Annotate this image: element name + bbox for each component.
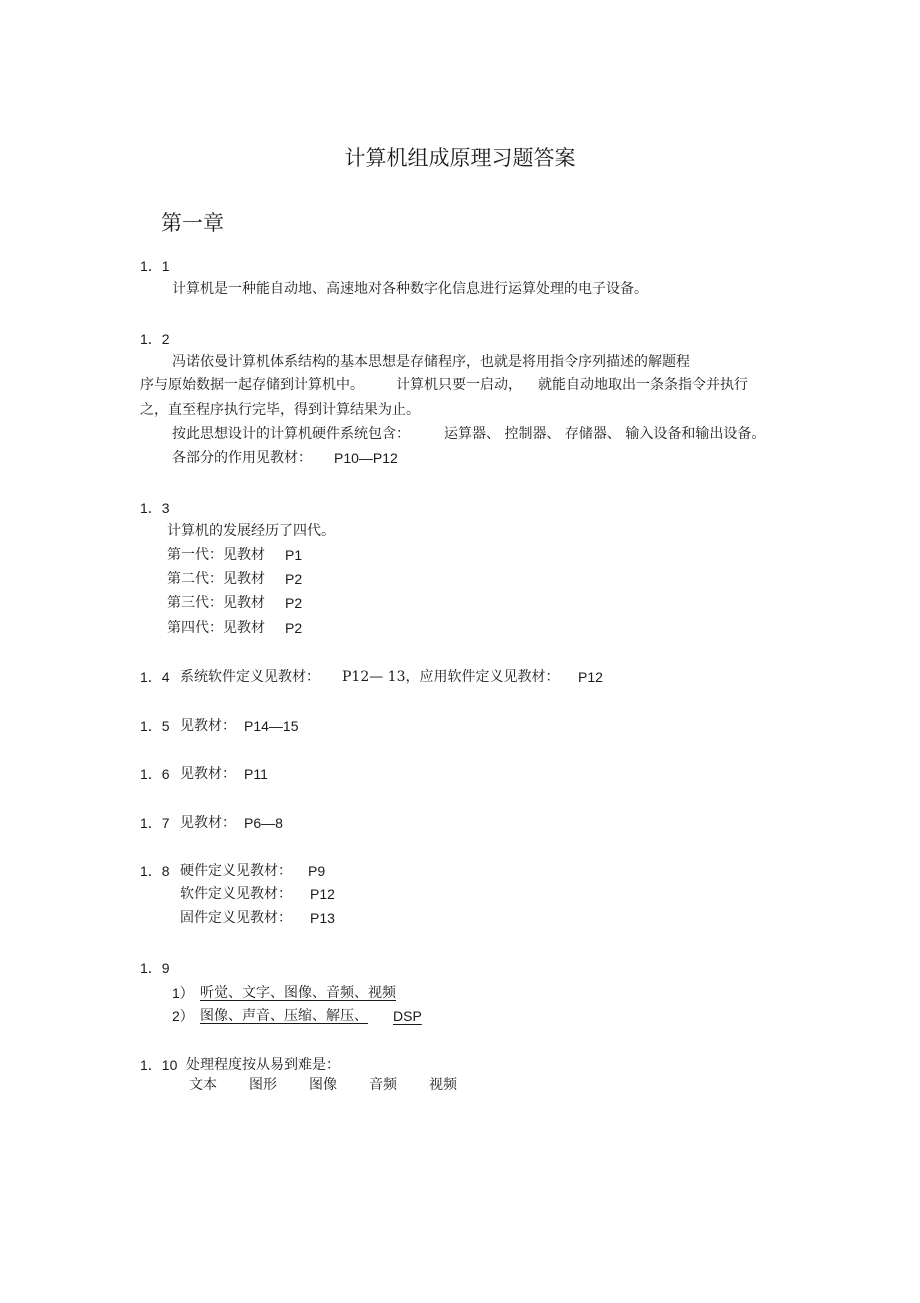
page-reference: P9 [308,863,326,879]
page-reference: P11 [244,766,268,782]
answer-text: P12— 13，应用软件定义见教材： [342,669,560,685]
page-reference: P10—P12 [334,450,398,466]
answer-text: 各部分的作用见教材： [172,450,312,466]
answer-text: 见教材： [180,815,236,831]
question-number: 1．7 [140,815,170,831]
generation-label: 第二代：见教材 [167,571,265,587]
media-type: 图像 [309,1077,337,1093]
answer-text: 按此思想设计的计算机硬件系统包含： [172,426,410,442]
answer-text: 处理程度按从易到难是： [186,1057,340,1073]
answer-text: 见教材： [180,718,236,734]
question-number: 1．5 [140,718,170,734]
page-reference: P2 [285,595,303,611]
answer-text: 计算机是一种能自动地、高速地对各种数字化信息进行运算处理的电子设备。 [172,281,648,297]
page-reference: P1 [285,547,303,563]
page-reference: P12 [310,886,335,902]
page-reference: P14—15 [244,718,299,734]
answer-text: 系统软件定义见教材： [180,669,320,685]
media-type: 视频 [429,1077,457,1093]
page-reference: P2 [285,620,303,636]
underlined-answer: 听觉、文字、图像、音频、视频 [200,985,396,1001]
answer-text: 计算机只要一启动， [396,377,522,393]
answer-text: 固件定义见教材： [180,910,292,926]
media-type: 音频 [369,1077,397,1093]
answer-text: 序与原始数据一起存储到计算机中。 [140,377,364,393]
media-type: 图形 [249,1077,277,1093]
page-reference: P12 [578,669,603,685]
answer-text: 之，直至程序执行完毕，得到计算结果为止。 [140,402,420,418]
page-reference: P2 [285,571,303,587]
question-number: 1．10 [140,1057,178,1073]
question-number: 1．1 [140,258,170,274]
question-number: 1．9 [140,960,170,976]
generation-label: 第四代：见教材 [167,620,265,636]
answer-text: 运算器、 控制器、 存储器、 输入设备和输出设备。 [444,426,766,442]
answer-text: 软件定义见教材： [180,886,292,902]
question-number: 1．2 [140,331,170,347]
generation-label: 第一代：见教材 [167,547,265,563]
question-number: 1．4 [140,669,170,685]
generation-label: 第三代：见教材 [167,595,265,611]
chapter-heading: 第一章 [161,211,224,235]
page-reference: P6—8 [244,815,283,831]
question-number: 1．6 [140,766,170,782]
answer-text: 就能自动地取出一条条指令并执行 [538,377,748,393]
answer-text: 计算机的发展经历了四代。 [167,523,335,539]
underlined-answer: 图像、声音、压缩、解压、 [200,1008,368,1024]
answer-text: 见教材： [180,766,236,782]
page-reference: P13 [310,910,335,926]
page-title: 计算机组成原理习题答案 [344,146,576,170]
media-type: 文本 [189,1077,217,1093]
underlined-answer: DSP [393,1008,422,1024]
answer-text: 冯诺依曼计算机体系结构的基本思想是存储程序，也就是将用指令序列描述的解题程 [172,354,690,370]
answer-text: 硬件定义见教材： [180,863,292,879]
list-marker: 1） [172,985,194,1001]
question-number: 1．8 [140,863,170,879]
question-number: 1．3 [140,500,170,516]
list-marker: 2） [172,1008,194,1024]
